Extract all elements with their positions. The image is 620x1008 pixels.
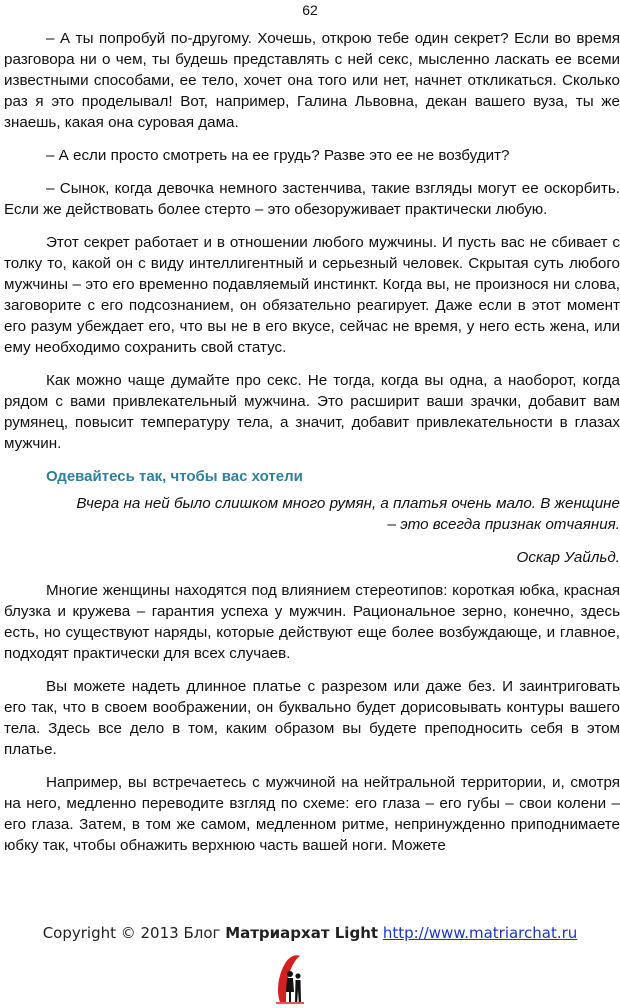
epigraph-author: Оскар Уайльд. [516, 549, 620, 566]
paragraph-6: Многие женщины находятся под влиянием стереотипов: короткая юбка, красная блузка и кружева – гарантия успеха у мужчин. Рациональное зерно, конечно, здесь есть, но существуют наряды, которые действуют еще более возбуждающе, и главное, подходят практически для всех случаев. [4, 582, 620, 662]
paragraph-3: – Сынок, когда девочка немного застенчива, такие взгляды могут ее оскорбить. Если же действовать более стерто – это обезоруживает практически любую. [4, 180, 620, 218]
footer-copyright: Copyright © 2013 Блог [42, 924, 221, 942]
paragraph-8: Например, вы встречаетесь с мужчиной на нейтральной территории, и, смотря на него, медленно переводите взгляд по схеме: его глаза – его губы – свои колени – его глаза. Затем, в том же самом, медленном ритме, непринужденно приподнимаете юбку так, чтобы обнажить верхнюю часть вашей ноги. Можете [4, 774, 620, 854]
epigraph-quote [4, 493, 620, 535]
page-body [4, 28, 620, 868]
paragraph-7: Вы можете надеть длинное платье с разрезом или даже без. И заинтриговать его так, что в своем воображении, он буквально будет дорисовывать контуры вашего тела. Здесь все дело в том, каким образом вы будете преподносить себя в этом платье. [4, 678, 620, 758]
epigraph-line-1: Вчера на ней было слишком много румян, а платья очень мало. В женщине [76, 495, 620, 512]
paragraph-2: – А если просто смотреть на ее грудь? Разве это ее не возбудит? [46, 147, 510, 164]
footer [0, 924, 620, 942]
epigraph-line-2: – это всегда признак отчаяния. [387, 516, 620, 533]
footer-link[interactable]: http://www.matriarchat.ru [382, 924, 578, 942]
paragraph-4: Этот секрет работает и в отношении любого мужчины. И пусть вас не сбивает с толку то, какой он с виду интеллигентный и серьезный человек. Скрытая суть любого мужчины – это его временно подавляемый инстинкт. Когда вы, не произнося ни слова, заговорите с его подсознанием, он обязательно реагирует. Даже если в этот момент его разум убеждает его, что вы не в его вкусе, сейчас не время, у него есть жена, или ему необходимо сохранить свой статус. [4, 234, 620, 356]
section-heading: Одевайтесь так, чтобы вас хотели [46, 468, 303, 485]
blog-logo-icon [272, 952, 308, 1006]
footer-brand: Матриархат Light [225, 924, 379, 942]
paragraph-1: – А ты попробуй по-другому. Хочешь, открою тебе один секрет? Если во время разговора ни о чем, ты будешь представлять с ней секс, мысленно ласкать ее всеми известными способами, ее тело, хочет она того или нет, начнет откликаться. Сколько раз я это проделывал! Вот, например, Галина Львовна, декан вашего вуза, ты же знаешь, какая она суровая дама. [4, 30, 620, 131]
page-number: 62 [302, 2, 318, 18]
paragraph-5: Как можно чаще думайте про секс. Не тогда, когда вы одна, а наоборот, когда рядом с вами привлекательный мужчина. Это расширит ваши зрачки, добавит вам румянец, повысит температуру тела, а значит, добавит привлекательности в глазах мужчин. [4, 372, 620, 452]
